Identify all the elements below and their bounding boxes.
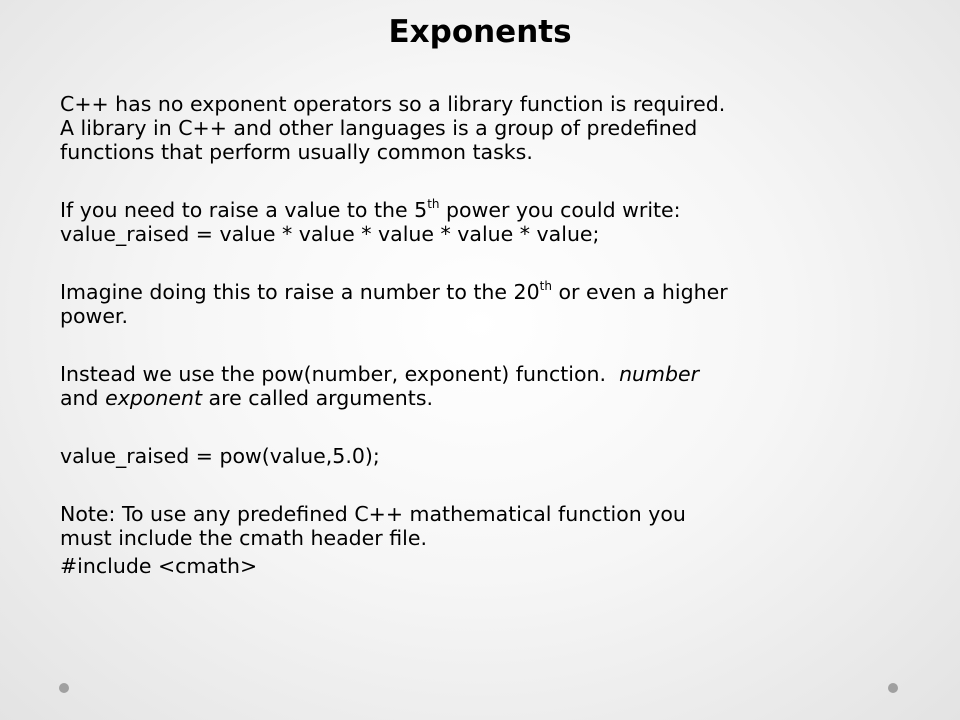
superscript: th: [427, 197, 440, 211]
text-line: C++ has no exponent operators so a library function is required.: [60, 92, 726, 116]
italic-term: exponent: [105, 386, 203, 410]
superscript: th: [539, 279, 552, 293]
text-line: power.: [60, 304, 128, 328]
text-segment: are called arguments.: [202, 386, 434, 410]
paragraph-pow-example: [60, 444, 920, 468]
decorative-dot-left: [59, 683, 69, 693]
text-segment: power you could write:: [439, 198, 681, 222]
code-line: #include <cmath>: [60, 554, 258, 578]
text-segment: and: [60, 386, 106, 410]
text-line: [60, 280, 920, 304]
italic-term: number: [619, 362, 700, 386]
paragraph-higher-power: [60, 280, 920, 328]
text-segment: Imagine doing this to raise a number to the 20: [60, 280, 540, 304]
text-segment: If you need to raise a value to the 5: [60, 198, 428, 222]
paragraph-cmath-note: [60, 502, 920, 578]
text-segment: or even a higher: [551, 280, 728, 304]
paragraph-pow-function: [60, 362, 920, 410]
paragraph-library-intro: [60, 92, 920, 164]
text-line: Note: To use any predefined C++ mathematical function you: [60, 502, 686, 526]
code-line: value_raised = value * value * value * value * value;: [60, 222, 600, 246]
text-line: functions that perform usually common tasks.: [60, 140, 533, 164]
text-segment: Instead we use the pow(number, exponent) function.: [60, 362, 620, 386]
slide-title: Exponents: [388, 14, 572, 50]
paragraph-fifth-power: [60, 198, 920, 246]
text-line: [60, 198, 920, 222]
text-line: must include the cmath header file.: [60, 526, 427, 550]
text-line: A library in C++ and other languages is a group of predefined: [60, 116, 698, 140]
text-line: [60, 362, 920, 386]
decorative-dot-right: [888, 683, 898, 693]
text-line: [60, 386, 920, 410]
code-line: value_raised = pow(value,5.0);: [60, 444, 380, 468]
slide-body: [60, 92, 920, 578]
